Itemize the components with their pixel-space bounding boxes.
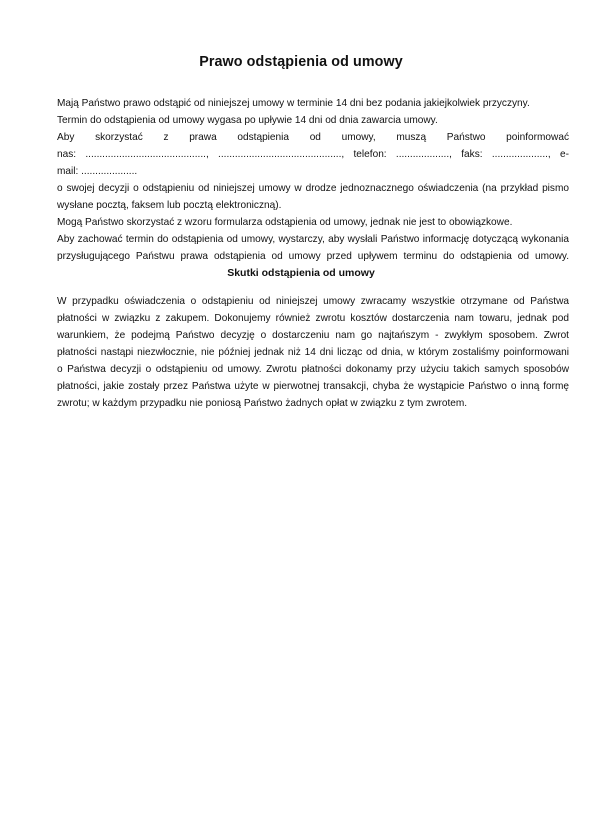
text-line: Termin do odstąpienia od umowy wygasa po upływie 14 dni od dnia zawarcia umowy.	[57, 115, 438, 126]
text-line: o swojej decyzji o odstąpieniu od niniejszej umowy w drodze jednoznacznego oświadczenia (na przykład pismo	[57, 183, 569, 194]
text-line: przysługującego Państwu prawa odstąpienia od umowy przed upływem terminu do odstąpienia od umowy.	[57, 251, 569, 262]
text-line: płatności nastąpi niezwłocznie, nie później jednak niż 14 dni licząc od dnia, w którym zostaliśmy poinformowani	[57, 347, 569, 358]
text-line: zwrotu; w każdym przypadku nie poniosą Państwo żadnych opłat w związku z tym zwrotem.	[57, 398, 468, 409]
text-line: płatności, jakie zostały przez Państwa użyte w pierwotnej transakcji, chyba że wystąpicie Państwo o inną formę	[57, 381, 569, 392]
text-line: wysłane pocztą, faksem lub pocztą elektroniczną).	[57, 200, 282, 211]
withdrawal-right-paragraphs	[57, 95, 569, 265]
document-content	[57, 53, 569, 412]
text-line: Mają Państwo prawo odstąpić od niniejszej umowy w terminie 14 dni bez podania jakiejkolwiek przyczyny.	[57, 98, 530, 109]
section-heading: Skutki odstąpienia od umowy	[227, 267, 375, 279]
text-line: warunkiem, że podejmą Państwo decyzję o dostarczeniu nam go najtańszym - zwykłym sposobem. Zwrot	[57, 330, 569, 341]
text-line: Aby skorzystać z prawa odstąpienia od umowy, muszą Państwo poinformować	[57, 132, 569, 143]
text-line: Aby zachować termin do odstąpienia od umowy, wystarczy, aby wysłali Państwo informację dotyczącą wykonania	[57, 234, 569, 245]
withdrawal-effects-paragraph	[57, 293, 569, 412]
text-line-dotted-blanks: nas: ..........................................., ............................................, telefon: ..................., faks: ...................., e-	[57, 149, 569, 160]
document-title: Prawo odstąpienia od umowy	[199, 54, 403, 70]
text-line: płatności w związku z zakupem. Dokonujemy również zwrotu kosztów dostarczenia nam towaru, jednak pod	[57, 313, 569, 324]
text-line-dotted-blanks: mail: ....................	[57, 166, 138, 177]
text-line: W przypadku oświadczenia o odstąpieniu od niniejszej umowy zwracamy wszystkie otrzymane od Państwa	[57, 296, 569, 307]
text-line: o Państwa decyzji o odstąpieniu od umowy. Zwrotu płatności dokonamy przy użyciu takich samych sposobów	[57, 364, 569, 375]
text-line: Mogą Państwo skorzystać z wzoru formularza odstąpienia od umowy, jednak nie jest to obowiązkowe.	[57, 217, 513, 228]
